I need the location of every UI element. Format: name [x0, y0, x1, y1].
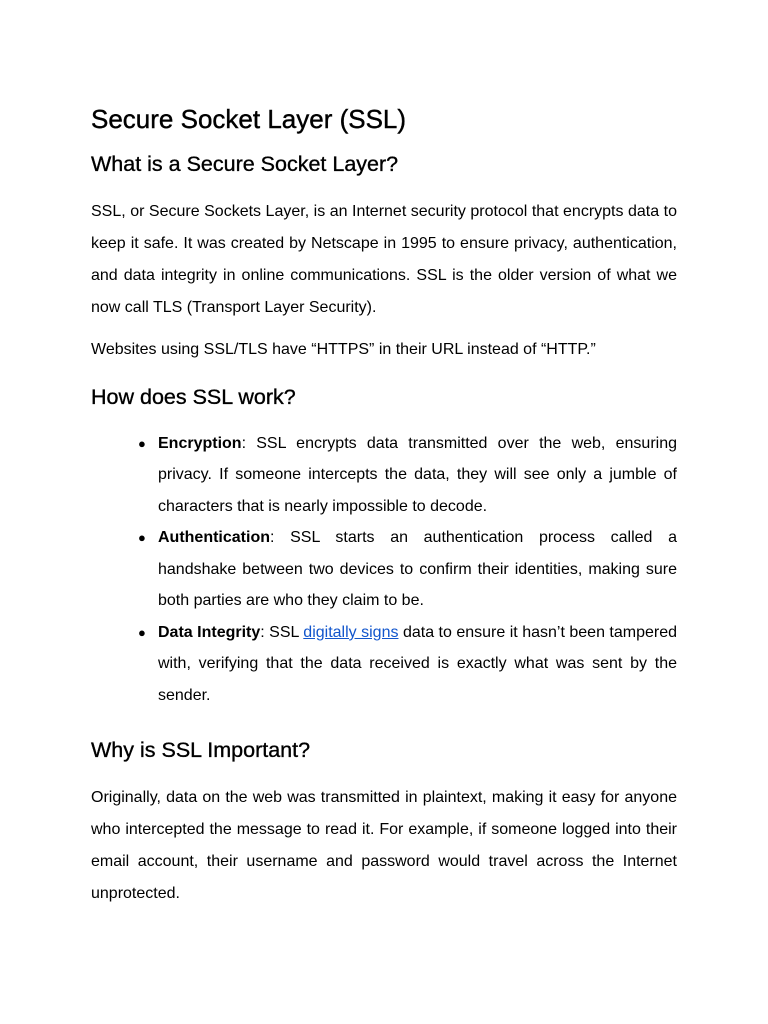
document-title: Secure Socket Layer (SSL) [91, 104, 407, 134]
description-data-integrity-start: : SSL [260, 623, 304, 641]
paragraph-ssl-definition: SSL, or Secure Sockets Layer, is an Internet security protocol that encrypts data to keep it safe. It was created by Netscape in 1995 to ensure privacy, authentication, and data integrity in online communications. SSL is the older version of what we now call TLS (Transport Layer Security). [91, 202, 677, 316]
heading-what-is-ssl: What is a Secure Socket Layer? [91, 152, 399, 177]
description-authentication: : SSL starts an authentication process called a handshake between two devices to confirm their identities, making sure both parties are who they claim to be. [158, 529, 677, 610]
description-data-integrity-end: data to ensure it hasn’t been tampered with, verifying that the data received is exactly what was sent by the sender. [158, 623, 678, 704]
bullet-icon: ● [138, 435, 146, 451]
term-data-integrity: Data Integrity [158, 623, 261, 641]
paragraph-https-note: Websites using SSL/TLS have “HTTPS” in their URL instead of “HTTP.” [91, 340, 596, 358]
heading-why-ssl-important: Why is SSL Important? [91, 738, 311, 763]
term-encryption: Encryption [158, 434, 242, 452]
list-item-encryption [91, 428, 677, 523]
ssl-features-list [91, 428, 677, 712]
bullet-icon: ● [138, 530, 146, 546]
description-encryption: : SSL encrypts data transmitted over the web, ensuring privacy. If someone intercepts the data, they will see only a jumble of characters that is nearly impossible to decode. [158, 434, 677, 515]
document-page [91, 104, 677, 910]
list-item-data-integrity [91, 617, 677, 712]
list-item-authentication [91, 522, 677, 617]
bullet-icon: ● [138, 624, 146, 640]
heading-how-ssl-works: How does SSL work? [91, 384, 296, 409]
term-authentication: Authentication [158, 529, 270, 547]
paragraph-plaintext-history: Originally, data on the web was transmitted in plaintext, making it easy for anyone who intercepted the message to read it. For example, if someone logged into their email account, their username and password would travel across the Internet unprotected. [91, 789, 677, 903]
digitally-signs-link[interactable]: digitally signs [303, 623, 399, 641]
